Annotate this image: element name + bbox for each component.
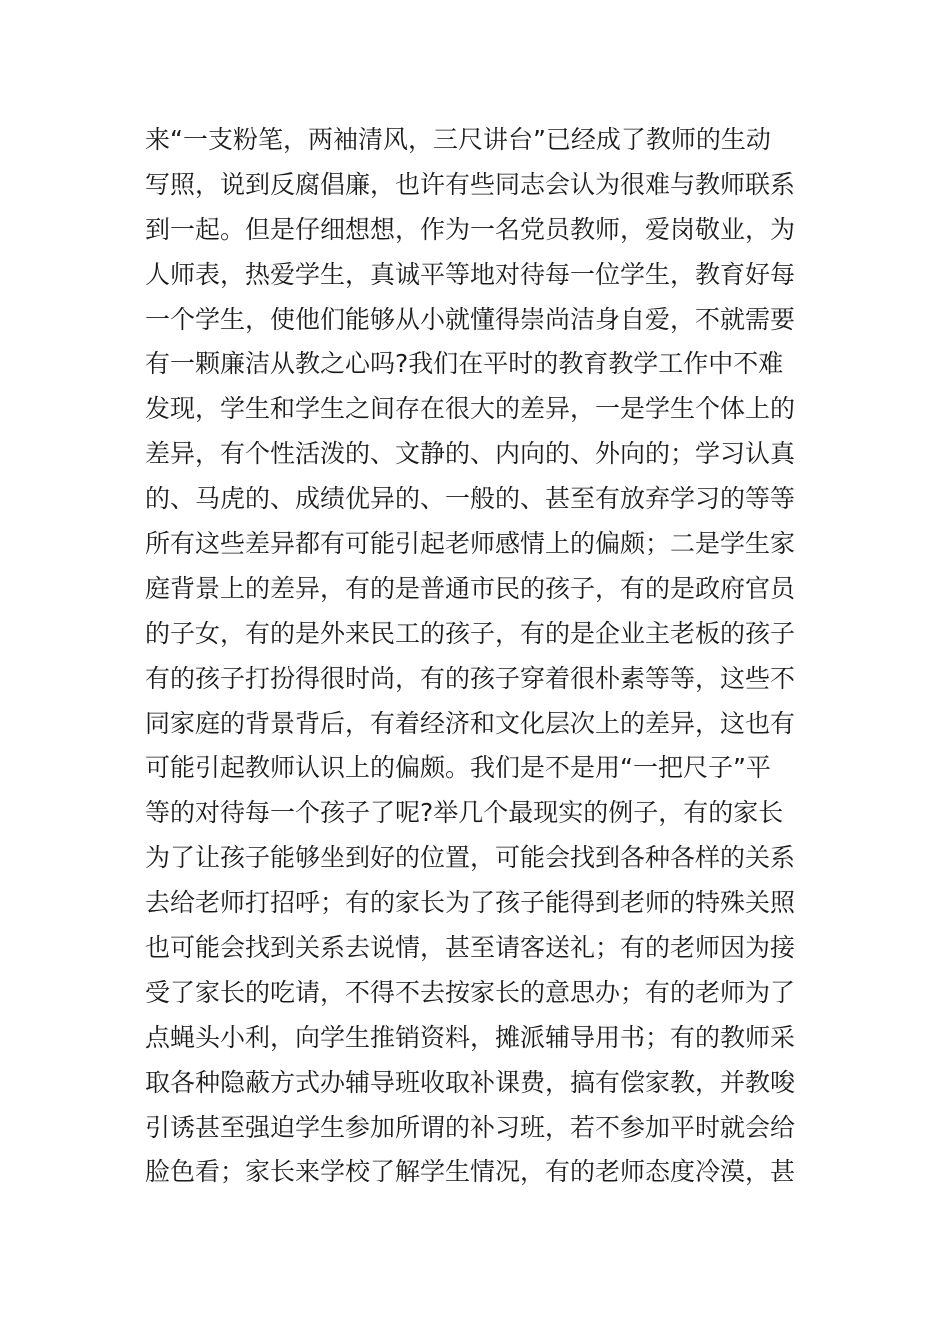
text-line: 来“一支粉笔，两袖清风，三尺讲台”已经成了教师的生动 — [145, 125, 771, 154]
text-line: 差异，有个性活泼的、文静的、内向的、外向的；学习认真 — [145, 439, 796, 469]
text-line: 有一颗廉洁从教之心吗?我们在平时的教育教学工作中不难 — [145, 349, 784, 379]
text-line: 有的孩子打扮得很时尚，有的孩子穿着很朴素等等，这些不 — [145, 663, 796, 693]
text-line: 取各种隐蔽方式办辅导班收取补课费，搞有偿家教，并教唆 — [145, 1067, 796, 1097]
text-line: 一个学生，使他们能够从小就懂得崇尚洁身自爱，不就需要 — [145, 304, 796, 334]
text-line: 发现，学生和学生之间存在很大的差异，一是学生个体上的 — [145, 394, 796, 424]
text-line: 到一起。但是仔细想想，作为一名党员教师，爱岗敬业，为 — [145, 214, 796, 244]
text-line: 写照，说到反腐倡廉，也许有些同志会认为很难与教师联系 — [145, 169, 796, 199]
text-line: 的子女，有的是外来民工的孩子，有的是企业主老板的孩子 — [145, 618, 796, 648]
text-line: 所有这些差异都有可能引起老师感情上的偏颇；二是学生家 — [145, 529, 796, 559]
text-line: 可能引起教师认识上的偏颇。我们是不是用“一把尺子”平 — [145, 753, 771, 783]
text-line: 庭背景上的差异，有的是普通市民的孩子，有的是政府官员 — [145, 573, 796, 603]
text-line: 同家庭的背景背后，有着经济和文化层次上的差异，这也有 — [145, 708, 796, 738]
text-line: 点蝇头小利，向学生推销资料，摊派辅导用书；有的教师采 — [145, 1022, 796, 1052]
text-line: 为了让孩子能够坐到好的位置，可能会找到各种各样的关系 — [145, 843, 796, 873]
text-line: 脸色看；家长来学校了解学生情况，有的老师态度冷漠，甚 — [145, 1157, 796, 1187]
body-paragraph — [145, 118, 815, 1195]
text-line: 人师表，热爱学生，真诚平等地对待每一位学生，教育好每 — [145, 259, 796, 289]
text-line: 的、马虎的、成绩优异的、一般的、甚至有放弃学习的等等 — [145, 484, 796, 514]
text-line: 引诱甚至强迫学生参加所谓的补习班，若不参加平时就会给 — [145, 1112, 796, 1142]
text-line: 去给老师打招呼；有的家长为了孩子能得到老师的特殊关照 — [145, 888, 796, 918]
text-line: 也可能会找到关系去说情，甚至请客送礼；有的老师因为接 — [145, 933, 796, 963]
text-line: 受了家长的吃请，不得不去按家长的意思办；有的老师为了 — [145, 977, 796, 1007]
text-line: 等的对待每一个孩子了呢?举几个最现实的例子，有的家长 — [145, 798, 784, 828]
